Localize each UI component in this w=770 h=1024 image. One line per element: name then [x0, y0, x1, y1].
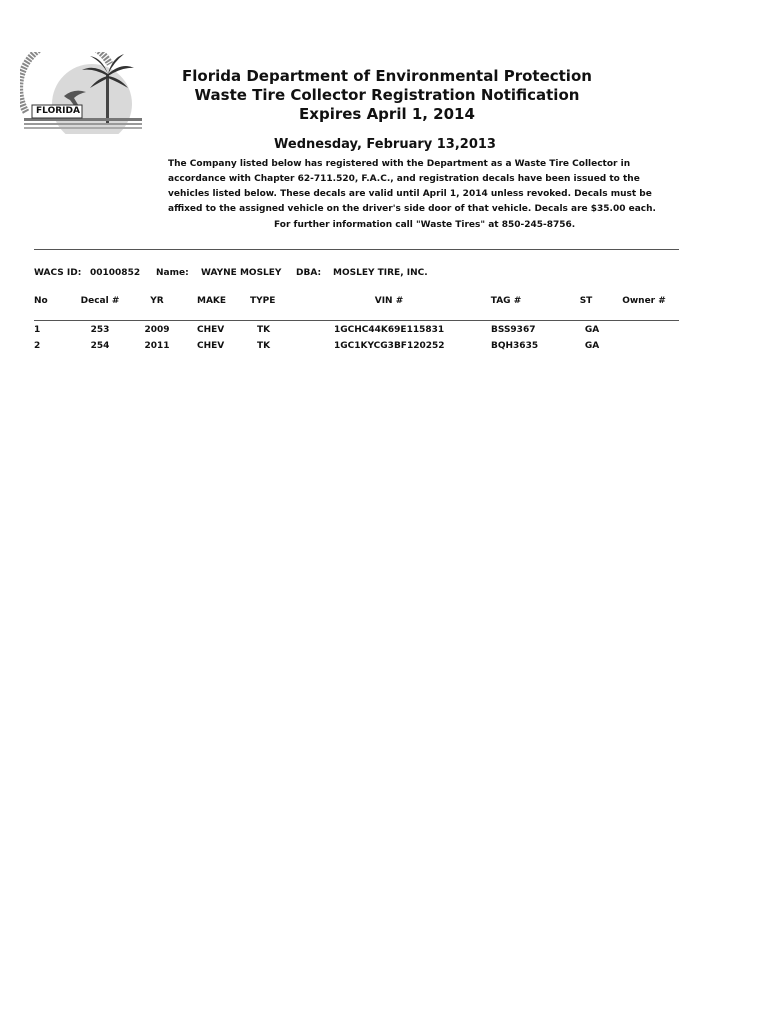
row-year: 2009	[144, 325, 170, 335]
logo-text: FLORIDA	[36, 106, 80, 116]
column-header-year: YR	[150, 296, 164, 306]
title-line-3: Expires April 1, 2014	[299, 105, 475, 123]
title-line-2: Waste Tire Collector Registration Notification	[194, 86, 580, 104]
notice-date: Wednesday, February 13,2013	[274, 137, 496, 152]
divider-top	[34, 249, 679, 250]
divider-table-header	[34, 320, 679, 321]
name-value: WAYNE MOSLEY	[201, 268, 282, 278]
table-row	[0, 341, 770, 355]
row-type: TK	[257, 341, 271, 351]
row-vin: 1GC1KYCG3BF120252	[334, 341, 445, 351]
row-tag: BSS9367	[491, 325, 536, 335]
row-state: GA	[584, 341, 600, 351]
row-year: 2011	[144, 341, 170, 351]
name-label: Name:	[156, 268, 189, 278]
wacs-id-value: 00100852	[90, 268, 141, 278]
row-make: CHEV	[197, 325, 225, 335]
row-vin: 1GCHC44K69E115831	[334, 325, 445, 335]
dba-value: MOSLEY TIRE, INC.	[333, 268, 428, 278]
intro-line-5: For further information call "Waste Tires" at 850-245-8756.	[274, 220, 576, 230]
intro-line-3: vehicles listed below. These decals are valid until April 1, 2014 unless revoked. Decals must be	[168, 189, 652, 199]
table-row	[0, 325, 770, 339]
column-header-decal: Decal #	[80, 296, 120, 306]
column-header-type: TYPE	[250, 296, 276, 306]
intro-line-4: affixed to the assigned vehicle on the driver's side door of that vehicle. Decals are $35.00 each.	[168, 204, 656, 214]
column-header-tag: TAG #	[490, 296, 522, 306]
column-header-owner: Owner #	[622, 296, 666, 306]
row-state: GA	[584, 325, 600, 335]
column-header-vin: VIN #	[374, 296, 404, 306]
column-header-state: ST	[579, 296, 593, 306]
dba-label: DBA:	[296, 268, 322, 278]
row-type: TK	[257, 325, 271, 335]
intro-line-1: The Company listed below has registered with the Department as a Waste Tire Collector in	[168, 159, 631, 169]
row-tag: BQH3635	[491, 341, 539, 351]
wacs-id-label: WACS ID:	[34, 268, 82, 278]
row-no: 1	[34, 325, 41, 335]
intro-line-2: accordance with Chapter 62-711.520, F.A.C., and registration decals have been issued to the	[168, 174, 640, 184]
column-header-no: No	[34, 296, 48, 306]
column-header-make: MAKE	[197, 296, 227, 306]
row-decal: 254	[90, 341, 110, 351]
row-no: 2	[34, 341, 41, 351]
row-decal: 253	[90, 325, 110, 335]
row-make: CHEV	[197, 341, 225, 351]
title-line-1: Florida Department of Environmental Protection	[182, 67, 592, 85]
